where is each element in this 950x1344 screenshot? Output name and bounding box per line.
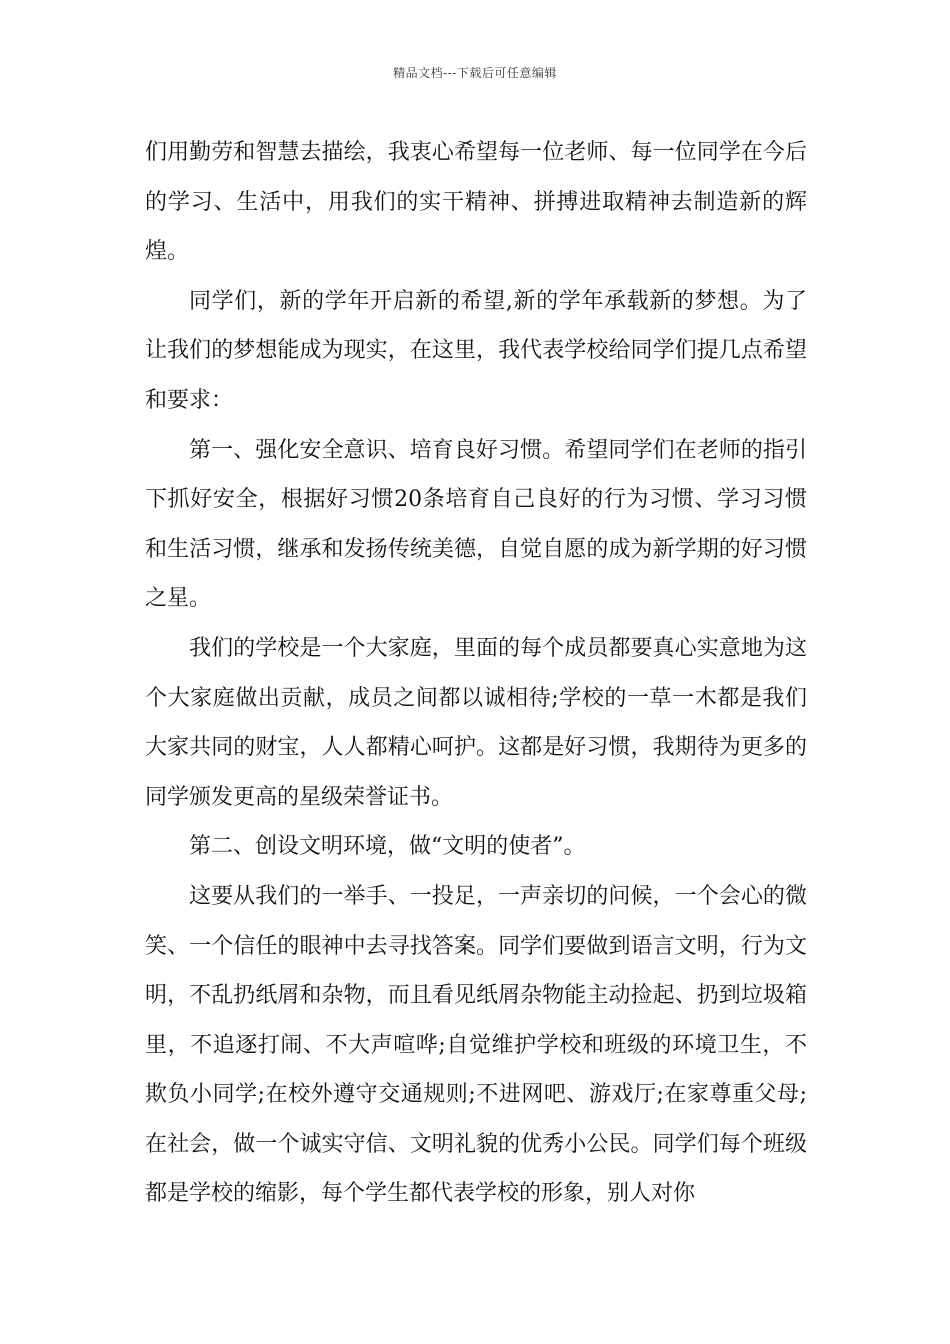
paragraph-2: 同学们，新的学年开启新的希望,新的学年承载新的梦想。为了让我们的梦想能成为现实，在这里，我代表学校给同学们提几点希望和要求： — [145, 288, 807, 413]
paragraph-1: 们用勤劳和智慧去描绘，我衷心希望每一位老师、每一位同学在今后的学习、生活中，用我们的实干精神、拼搏进取精神去制造新的辉煌。 — [145, 140, 807, 265]
page-header: 精品文档---下载后可任意编辑 — [393, 66, 557, 80]
paragraph-6: 这要从我们的一举手、一投足，一声亲切的问候，一个会心的微笑、一个信任的眼神中去寻找答案。同学们要做到语言文明，行为文明，不乱扔纸屑和杂物，而且看见纸屑杂物能主动捡起、扔到垃圾箱里，不追逐打闹、不大声喧哗;自觉维护学校和班级的环境卫生，不欺负小同学;在校外遵守交通规则;不进网吧、游戏厅;在家尊重父母;在社会，做一个诚实守信、文明礼貌的优秀小公民。同学们每个班级都是学校的缩影，每个学生都代表学校的形象，别人对你 — [145, 883, 807, 1207]
paragraph-5: 第二、创设文明环境，做“文明的使者”。 — [189, 834, 586, 860]
paragraph-3: 第一、强化安全意识、培育良好习惯。希望同学们在老师的指引下抓好安全，根据好习惯20条培育自己良好的行为习惯、学习习惯和生活习惯，继承和发扬传统美德，自觉自愿的成为新学期的好习惯之星。 — [145, 437, 807, 612]
document-body — [145, 128, 807, 1219]
paragraph-4: 我们的学校是一个大家庭，里面的每个成员都要真心实意地为这个大家庭做出贡献，成员之间都以诚相待;学校的一草一木都是我们大家共同的财宝，人人都精心呵护。这都是好习惯，我期待为更多的同学颁发更高的星级荣誉证书。 — [145, 635, 807, 810]
